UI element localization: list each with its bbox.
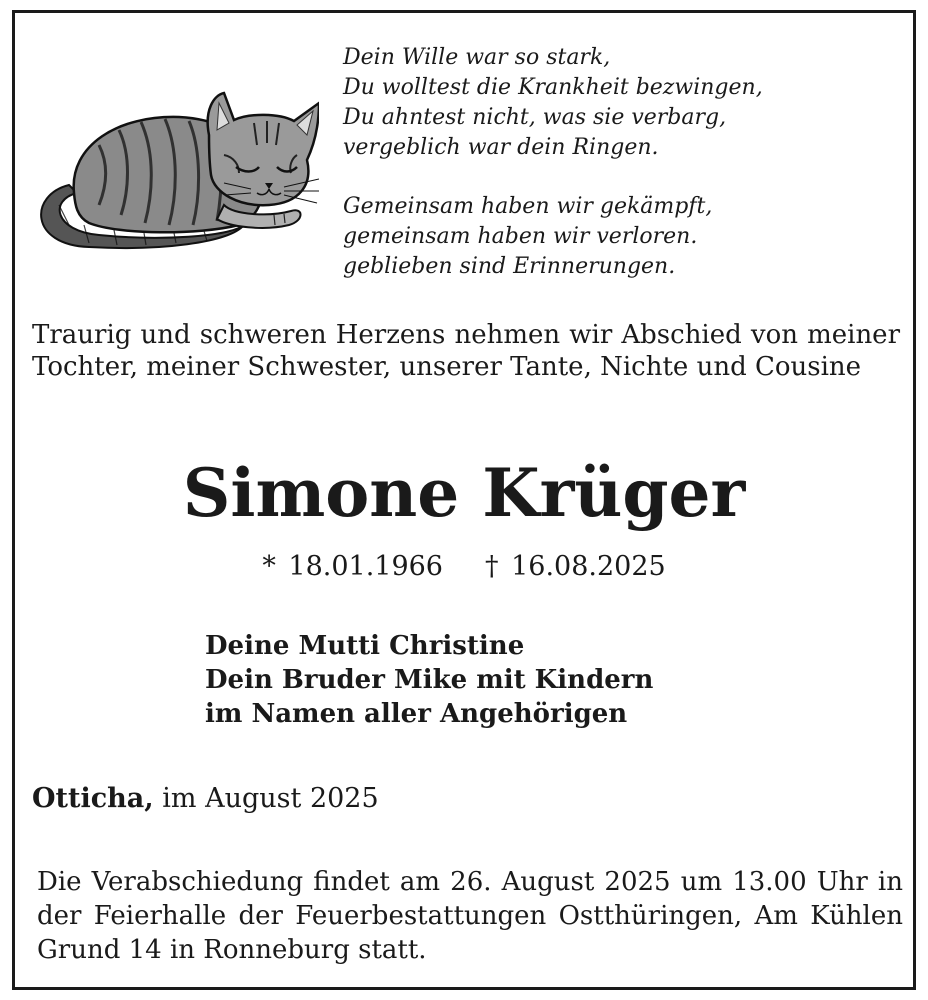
mourner-line: im Namen aller Angehörigen — [205, 699, 628, 729]
poem-line: geblieben sind Erinnerungen. — [343, 254, 676, 279]
poem-line: gemeinsam haben wir verloren. — [343, 224, 698, 249]
intro-text: Traurig und schweren Herzens nehmen wir Abschied von meiner Tochter, meiner Schwester, unserer Tante, Nichte und Cousine — [32, 320, 900, 382]
mourner-line: Dein Bruder Mike mit Kindern — [205, 665, 654, 695]
death-date: † 16.08.2025 — [485, 551, 666, 582]
poem-line: Dein Wille war so stark, — [343, 45, 611, 70]
deceased-name: Simone Krüger — [182, 454, 746, 532]
life-dates — [15, 549, 913, 585]
birth-date: * 18.01.1966 — [262, 551, 443, 582]
poem-line: Gemeinsam haben wir gekämpft, — [343, 194, 713, 219]
poem-stanza-2 — [343, 192, 903, 282]
poem-line: vergeblich war dein Ringen. — [343, 135, 659, 160]
place-date — [32, 781, 379, 817]
service-info: Die Verabschiedung findet am 26. August 2025 um 13.00 Uhr in der Feierhalle der Feuerbestattungen Ostthüringen, Am Kühlen Grund 14 in Ronneburg statt. — [37, 867, 903, 965]
poem — [343, 43, 903, 311]
poem-line: Du wolltest die Krankheit bezwingen, — [343, 75, 763, 100]
place-town: Otticha, — [32, 783, 154, 814]
obituary-notice — [12, 10, 916, 990]
place-month: im August 2025 — [153, 783, 379, 814]
mourners — [205, 629, 653, 731]
mourner-line: Deine Mutti Christine — [205, 631, 525, 661]
poem-line: Du ahntest nicht, was sie verbarg, — [343, 105, 727, 130]
sleeping-cat-icon — [29, 75, 319, 250]
poem-stanza-1 — [343, 43, 903, 163]
